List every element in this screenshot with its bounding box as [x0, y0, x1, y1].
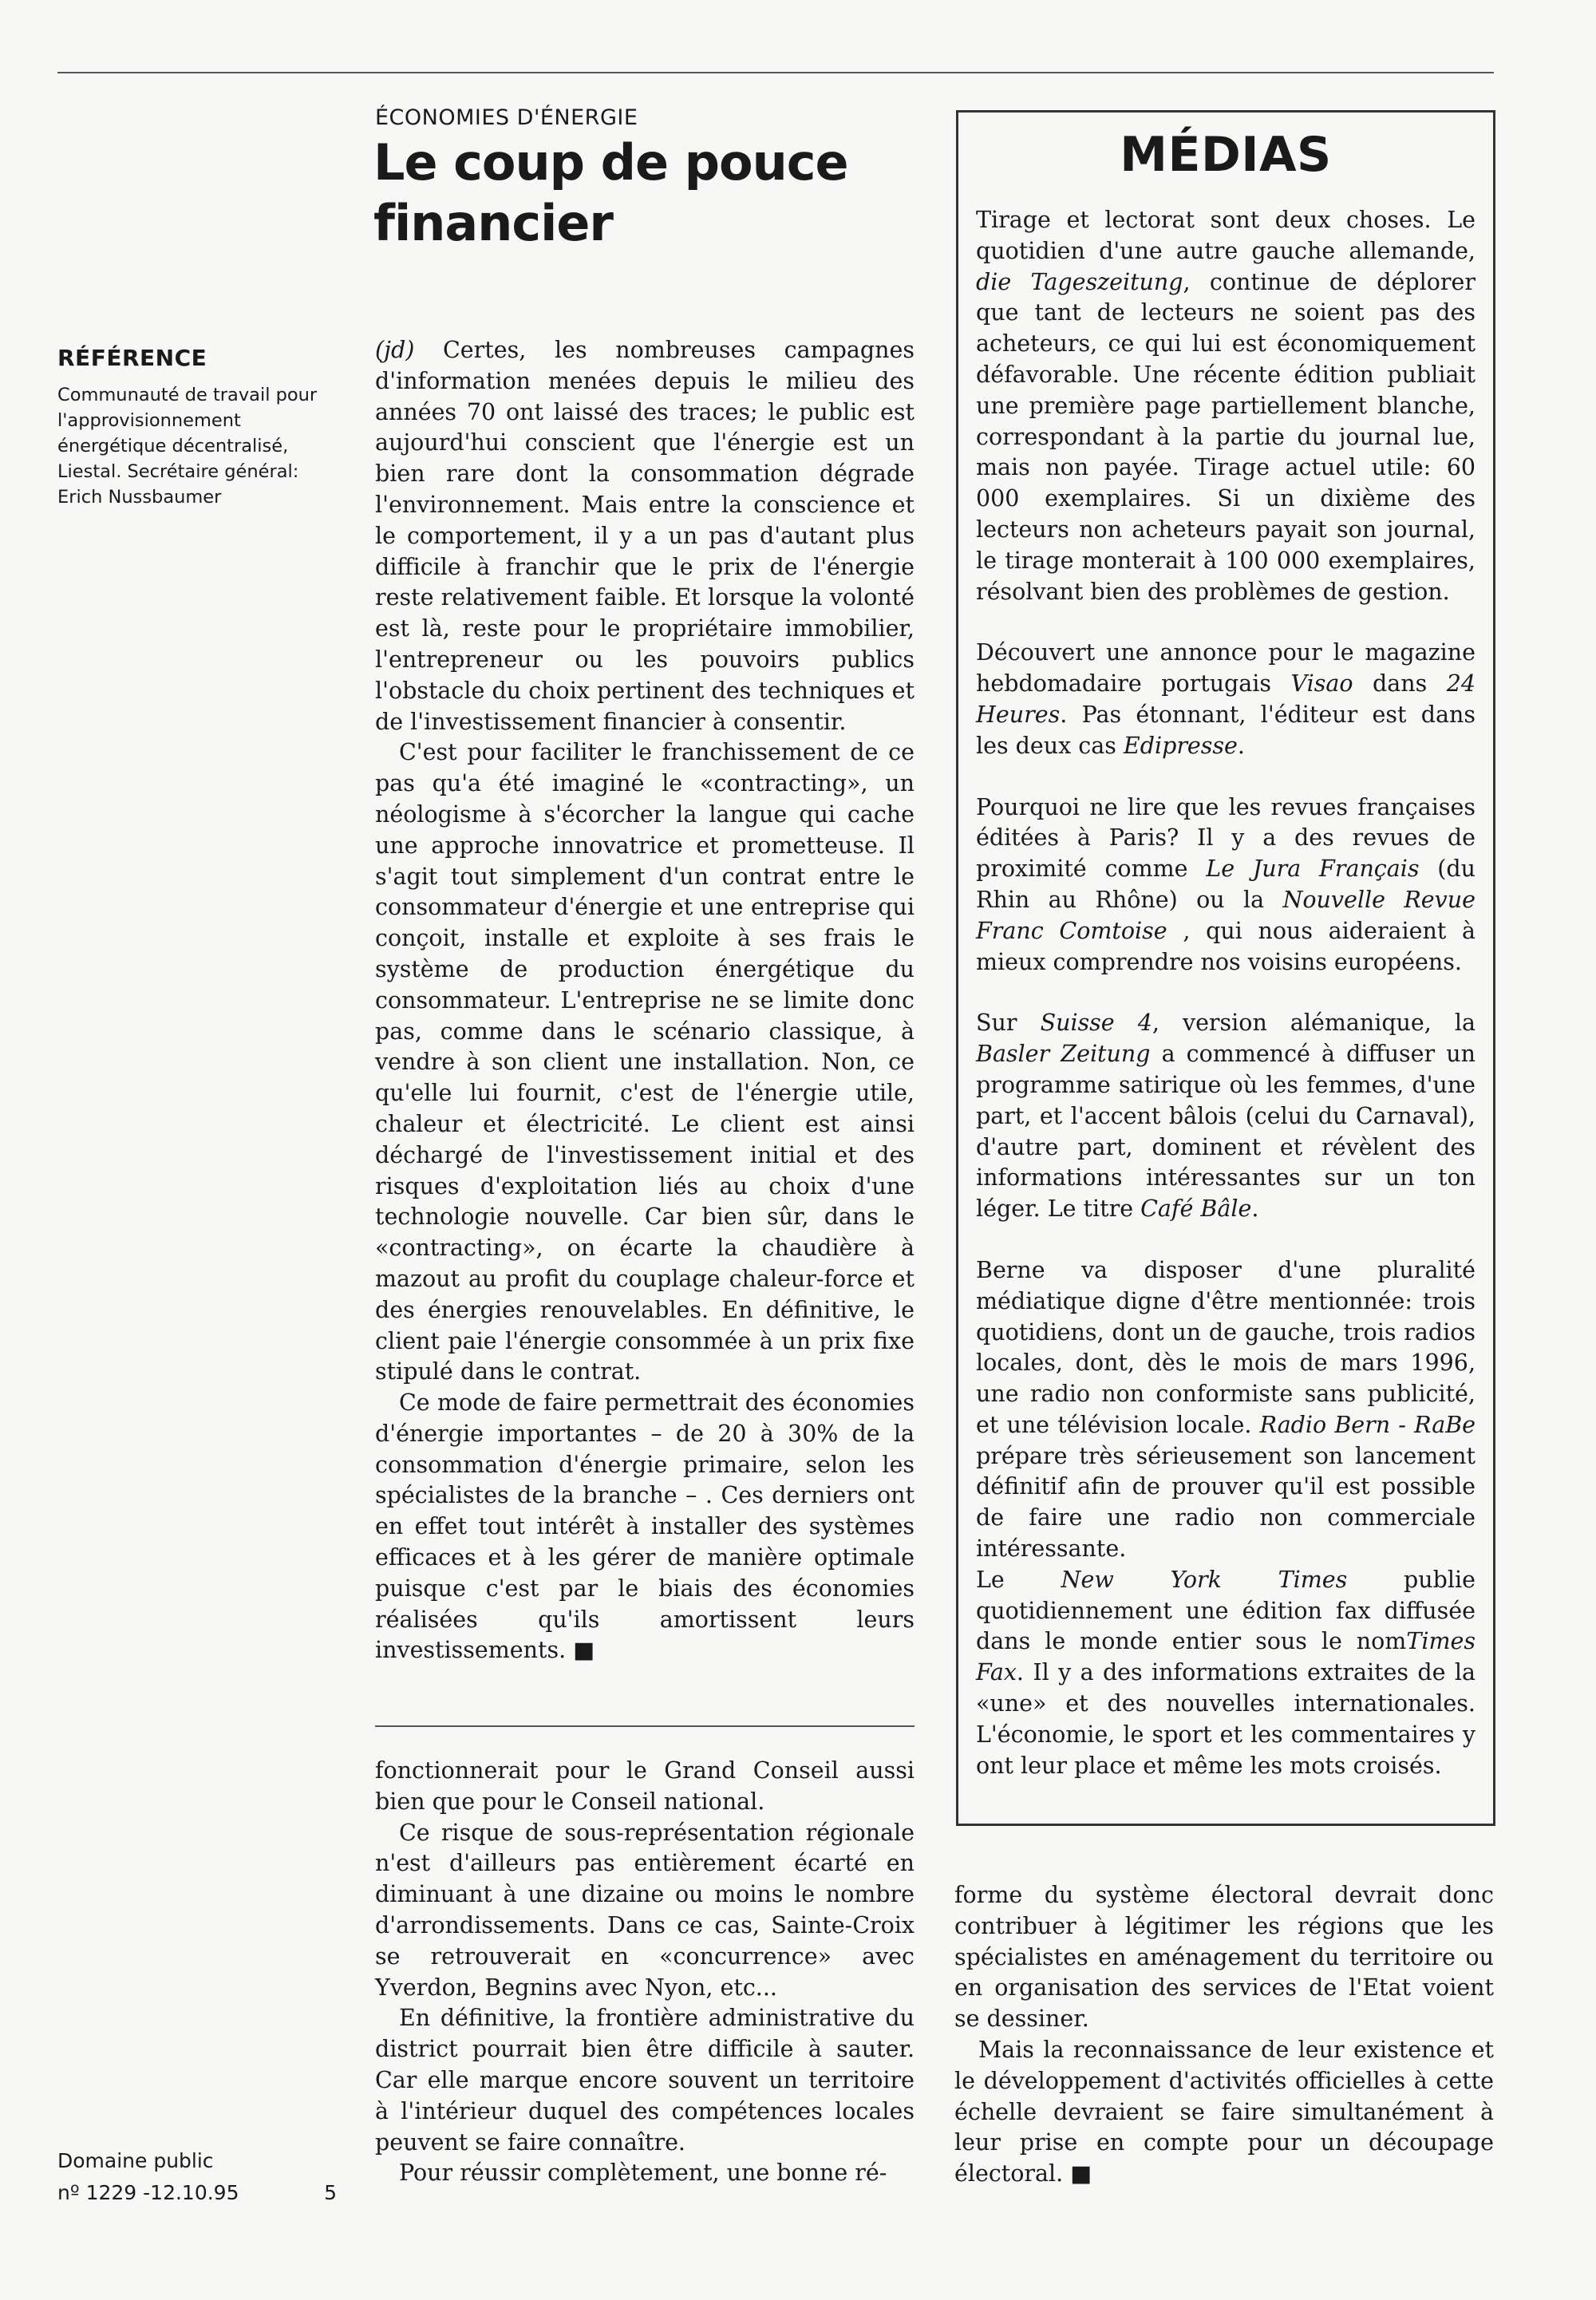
- continuation-paragraph-4: Pour réussir complètement, une bonne ré-: [399, 2160, 887, 2187]
- medias-item-1: Tirage et lectorat sont deux choses. Le quotidien d'une autre gauche allemande, die Tageszeitung, continue de déplorer que tant de lecteurs ne soient pas des acheteurs, ce qui lui est économiquement défavorable. Une récente édition publiait une première page partiellement blanche, correspondant à la partie du journal lue, mais non payée. Tirage actuel utile: 60 000 exemplaires. Si un dixième des lecteurs non acheteurs payait son journal, le tirage monterait à 100 000 exemplaires, résolvant bien des problèmes de gestion.: [976, 207, 1476, 605]
- byline: (jd): [375, 337, 415, 363]
- section-divider: [375, 1725, 915, 1727]
- continuation-paragraph-1: fonctionnerait pour le Grand Conseil aussi bien que pour le Conseil national.: [375, 1757, 915, 1815]
- continuation-paragraph-3: En définitive, la frontière administrative du district pourrait bien être difficile à sauter. Car elle marque encore souvent un territoire à l'intérieur duquel des compétences locales peuvent se faire connaître.: [375, 2005, 915, 2156]
- reference-heading: RÉFÉRENCE: [57, 345, 207, 371]
- article-paragraph-3: Ce mode de faire permettrait des économies d'énergie importantes – de 20 à 30% de la consommation d'énergie primaire, selon les spécialistes de la branche – . Ces derniers ont en effet tout intérêt à installer des systèmes efficaces et à les gérer de manière optimale puisque c'est par le biais des économies réalisées qu'ils amortissent leurs investissements. ■: [375, 1389, 915, 1664]
- article-headline: Le coup de pouce financier: [373, 133, 848, 252]
- medias-item-3: Pourquoi ne lire que les revues françaises éditées à Paris? Il y a des revues de proximité comme Le Jura Français (du Rhin au Rhône) ou la Nouvelle Revue Franc Comtoise , qui nous aideraient à mieux comprendre nos voisins européens.: [976, 793, 1476, 975]
- continuation-paragraph-6: Mais la reconnaissance de leur existence et le développement d'activités officielles à cette échelle devraient se faire simultanément à leur prise en compte pour un découpage électoral. ■: [954, 2036, 1494, 2187]
- article-kicker: ÉCONOMIES D'ÉNERGIE: [375, 105, 638, 130]
- issue-line: [57, 2177, 337, 2209]
- reference-box: [57, 345, 337, 510]
- continuation-paragraph-2: Ce risque de sous-représentation régionale n'est d'ailleurs pas entièrement écarté en diminuant à une dizaine ou moins le nombre d'arrondissements. Dans ce cas, Sainte-Croix se retrouverait en «concurrence» avec Yverdon, Begnins avec Nyon, etc...: [375, 1819, 915, 2001]
- article-paragraph-1: (jd) Certes, les nombreuses campagnes d'information menées depuis le milieu des années 70 ont laissé des traces; le public est aujourd'hui conscient que l'énergie est un bien rare dont la consommation dégrade l'environnement. Mais entre la conscience et le comportement, il y a un pas d'autant plus difficile à franchir que le prix de l'énergie reste relativement faible. Et lorsque la volonté est là, reste pour le propriétaire immobilier, l'entrepreneur ou les pouvoirs publics l'obstacle du choix pertinent des techniques et de l'investissement financier à consentir.: [375, 337, 915, 735]
- medias-item-4: Sur Suisse 4, version alémanique, la Basler Zeitung a commencé à diffuser un programme satirique où les femmes, d'une part, et l'accent bâlois (celui du Carnaval), d'autre part, dominent et révèlent des informations intéressantes sur un ton léger. Le titre Café Bâle.: [976, 1010, 1476, 1223]
- article-paragraph-2: C'est pour faciliter le franchissement de ce pas qu'a été imaginé le «contracting», un néologisme à s'écorcher la langue qui cache une approche innovatrice et prometteuse. Il s'agit tout simplement d'un contrat entre le consommateur d'énergie et une entreprise qui conçoit, installe et exploite à ses frais le système de production énergétique du consommateur. L'entreprise ne se limite donc pas, comme dans le scénario classique, à vendre à son client une installation. Non, ce qu'elle lui fournit, c'est de l'énergie utile, chaleur et électricité. Le client est ainsi déchargé de l'investissement initial et des risques d'exploitation liés au choix d'une technologie nouvelle. Car bien sûr, dans le «contracting», on écarte la chaudière à mazout au profit du couplage chaleur-force et des énergies renouvelables. En définitive, le client paie l'énergie consommée à un prix fixe stipulé dans le contrat.: [375, 739, 915, 1385]
- medias-title: MÉDIAS: [1120, 127, 1332, 183]
- issue-number: nº 1229 -12.10.95: [57, 2181, 239, 2204]
- end-mark: ■: [573, 1637, 595, 1664]
- continuation-body-right: [954, 1880, 1494, 2190]
- end-mark: ■: [1070, 2160, 1092, 2187]
- medias-box: [956, 110, 1495, 1826]
- article-body: [375, 335, 915, 1666]
- reference-text: Communauté de travail pour l'approvisionnement énergétique décentralisé, Liestal. Secrétaire général: Erich Nussbaumer: [57, 385, 318, 508]
- continuation-body: [375, 1756, 915, 2189]
- medias-item-6: Le New York Times publie quotidiennement une édition fax diffusée dans le monde entier sous le nomTimes Fax. Il y a des informations extraites de la «une» et des nouvelles internationales. L'économie, le sport et les commentaires y ont leur place et même les mots croisés.: [976, 1566, 1476, 1779]
- publication-name: Domaine public: [57, 2149, 214, 2172]
- medias-item-5: Berne va disposer d'une pluralité médiatique digne d'être mentionnée: trois quotidiens, dont un de gauche, trois radios locales, dont, dès le mois de mars 1996, une radio non conformiste sans publicité, et une télévision locale. Radio Bern - RaBe prépare très sérieusement son lancement définitif afin de prouver qu'il est possible de faire une radio non commerciale intéressante.: [976, 1256, 1476, 1563]
- medias-item-2: Découvert une annonce pour le magazine hebdomadaire portugais Visao dans 24 Heures. Pas étonnant, l'éditeur est dans les deux cas Edipresse.: [976, 639, 1476, 759]
- continuation-paragraph-5: forme du système électoral devrait donc contribuer à légitimer les régions que les spécialistes en aménagement du territoire ou en organisation des services de l'Etat voient se dessiner.: [954, 1882, 1494, 2033]
- page-footer: [57, 2145, 345, 2209]
- top-rule: [57, 72, 1494, 73]
- page-number: 5: [324, 2181, 337, 2204]
